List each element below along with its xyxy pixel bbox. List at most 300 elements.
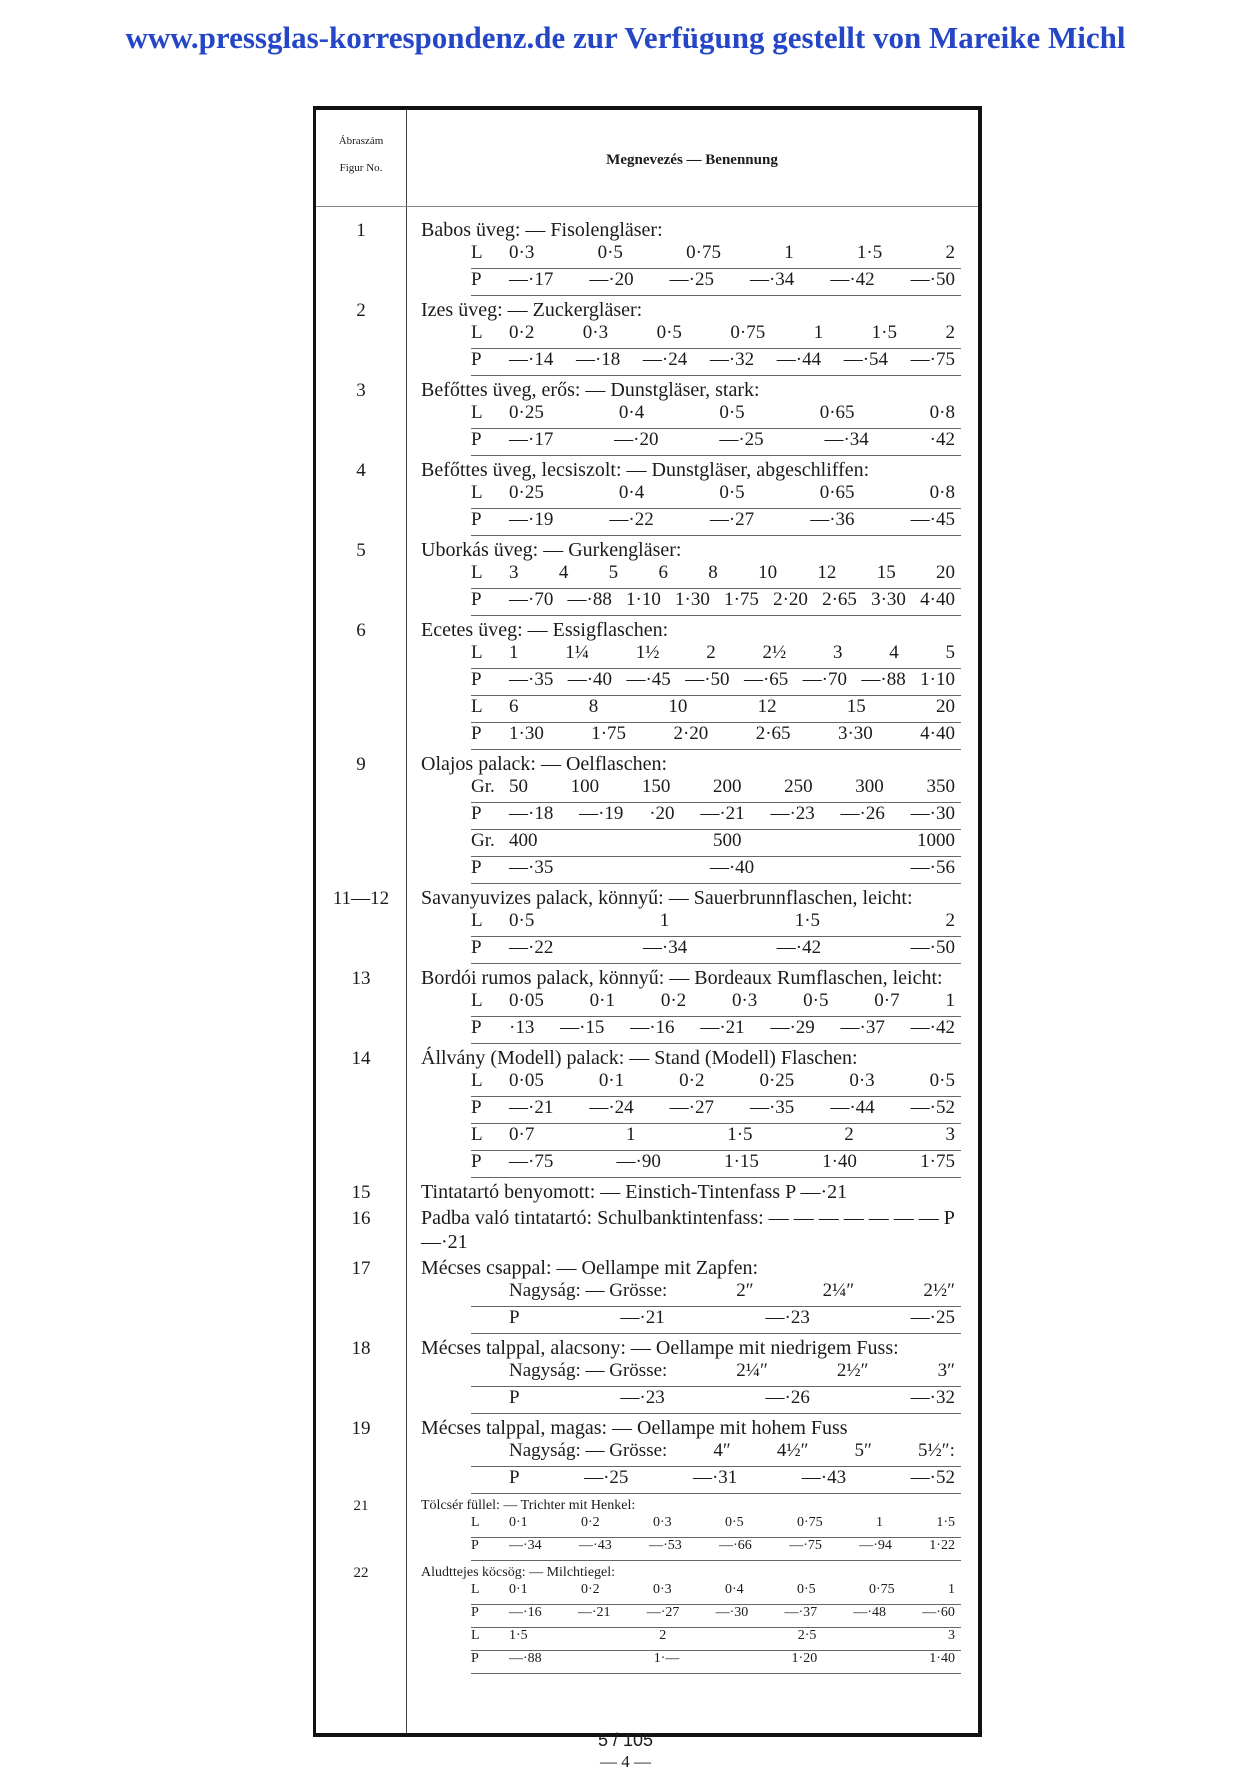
price-row xyxy=(471,803,961,830)
row-value: 0·25 xyxy=(509,482,544,503)
row-value: 2½ xyxy=(762,642,787,663)
catalog-entry xyxy=(316,966,978,1044)
price-row xyxy=(471,830,961,857)
entry-title: Mécses talppal, alacsony: — Oellampe mit niedrigem Fuss: xyxy=(421,1337,899,1359)
row-value: —·52 xyxy=(910,1097,955,1118)
row-value: 1·22 xyxy=(929,1538,955,1553)
row-value: 5½″: xyxy=(918,1440,955,1461)
row-value: 2·65 xyxy=(822,589,857,610)
row-value: —·17 xyxy=(509,269,554,290)
row-value: 1·30 xyxy=(675,589,710,610)
row-label: L xyxy=(471,242,483,263)
row-value: 50 xyxy=(509,776,528,797)
row-value: —·60 xyxy=(922,1605,955,1620)
row-value: 5″ xyxy=(854,1440,872,1461)
row-values xyxy=(509,696,961,718)
row-value: —·42 xyxy=(910,1017,955,1038)
row-value: —·18 xyxy=(509,803,554,824)
row-value: 0·65 xyxy=(819,402,855,423)
row-value: 0·8 xyxy=(929,402,955,423)
row-value: 1·5 xyxy=(727,1124,753,1145)
price-row xyxy=(471,1070,961,1097)
entry-title: Befőttes üveg, lecsiszolt: — Dunstgläser, abgeschliffen: xyxy=(421,459,870,481)
row-label: L xyxy=(471,1628,480,1643)
row-value: ·42 xyxy=(929,429,955,450)
row-label: P xyxy=(471,1097,482,1118)
row-value: 1 xyxy=(813,322,824,343)
row-value: 2 xyxy=(945,242,955,263)
row-label: L xyxy=(471,1124,483,1145)
row-value: 0·3 xyxy=(731,990,758,1011)
figure-number: 6 xyxy=(356,620,366,641)
row-value: —·16 xyxy=(630,1017,675,1038)
entry-title: Aludttejes köcsög: — Milchtiegel: xyxy=(421,1565,616,1580)
row-value: 15 xyxy=(846,696,866,717)
row-values xyxy=(509,1467,961,1489)
row-value: 0·75 xyxy=(686,242,721,263)
row-value: 250 xyxy=(784,776,813,797)
row-value: —·18 xyxy=(575,349,621,370)
row-values xyxy=(509,723,961,745)
row-value: 2 xyxy=(844,1124,854,1145)
row-value: 0·8 xyxy=(929,482,955,503)
row-value: 0·5 xyxy=(803,990,829,1011)
price-row xyxy=(471,696,961,723)
row-value: 20 xyxy=(935,696,955,717)
row-value: 2½″ xyxy=(923,1280,955,1301)
row-value: 4 xyxy=(558,562,569,583)
row-label: L xyxy=(471,322,483,343)
entry-content xyxy=(421,886,961,964)
row-value: —·21 xyxy=(700,1017,745,1038)
row-label: P xyxy=(471,1651,479,1666)
row-value: —·31 xyxy=(692,1467,738,1488)
row-value: 1000 xyxy=(917,830,955,851)
row-value: 0·3 xyxy=(849,1070,875,1091)
row-value: 1·75 xyxy=(920,1151,955,1172)
row-value: 0·65 xyxy=(819,482,855,503)
row-label: P xyxy=(471,589,482,610)
row-value: —·40 xyxy=(709,857,755,878)
row-value: 0·75 xyxy=(797,1515,823,1530)
row-value: 1 xyxy=(659,910,670,931)
row-value: 0·3 xyxy=(582,322,609,343)
figure-number: 4 xyxy=(356,460,366,481)
price-row xyxy=(471,1651,961,1674)
catalog-entry xyxy=(316,378,978,456)
row-label: P xyxy=(471,803,482,824)
name-column-header: Megnevezés — Benennung xyxy=(606,152,778,168)
row-value: 0·5 xyxy=(597,242,623,263)
row-values xyxy=(509,937,961,959)
row-value: 0·1 xyxy=(589,990,615,1011)
row-label: L xyxy=(471,990,483,1011)
row-label: Gr. xyxy=(471,830,495,851)
figure-number: 17 xyxy=(351,1258,371,1279)
row-values xyxy=(509,1605,961,1621)
catalog-entry xyxy=(316,1046,978,1178)
row-value: —·34 xyxy=(749,269,795,290)
row-value: —·88 xyxy=(861,669,906,690)
row-values xyxy=(509,830,961,852)
row-value: —·75 xyxy=(910,349,955,370)
catalog-entry xyxy=(316,1206,978,1254)
row-value: —·88 xyxy=(567,589,612,610)
row-value: 500 xyxy=(713,830,742,851)
row-values xyxy=(509,1307,961,1329)
row-value: —·23 xyxy=(620,1387,665,1408)
row-value: 0·4 xyxy=(618,402,645,423)
row-value: —·19 xyxy=(579,803,624,824)
row-value: —·32 xyxy=(709,349,755,370)
row-value: 3 xyxy=(509,562,519,583)
row-value: —·35 xyxy=(749,1097,795,1118)
row-value: —·25 xyxy=(719,429,764,450)
row-value: —·23 xyxy=(765,1307,810,1328)
price-row xyxy=(471,1307,961,1334)
row-value: —·35 xyxy=(509,857,554,878)
row-value: 3·30 xyxy=(837,723,873,744)
catalog-entry xyxy=(316,298,978,376)
row-value: 20 xyxy=(936,562,955,583)
catalog-entry xyxy=(316,1336,978,1414)
row-value: —·17 xyxy=(509,429,554,450)
row-value: 2½″ xyxy=(836,1360,869,1381)
row-value: —·37 xyxy=(784,1605,818,1620)
entry-content xyxy=(421,1206,961,1254)
row-value: 2¼″ xyxy=(822,1280,855,1301)
entry-content xyxy=(421,1046,961,1178)
row-value: 0·05 xyxy=(509,990,544,1011)
entry-content xyxy=(421,1336,961,1414)
row-value: P xyxy=(509,1387,520,1408)
row-value: —·25 xyxy=(910,1307,955,1328)
row-label: L xyxy=(471,642,483,663)
entry-content xyxy=(421,538,961,616)
price-row xyxy=(471,723,961,750)
row-value: —·29 xyxy=(770,1017,815,1038)
row-values xyxy=(509,1582,961,1598)
row-value: 3·30 xyxy=(871,589,906,610)
row-value: 0·2 xyxy=(581,1582,600,1597)
row-label: P xyxy=(471,269,482,290)
row-values xyxy=(509,1017,961,1039)
row-value: —·94 xyxy=(859,1538,892,1553)
row-value: —·20 xyxy=(614,429,659,450)
catalog-entry xyxy=(316,1563,978,1674)
row-value: 0·5 xyxy=(929,1070,955,1091)
row-value: 0·7 xyxy=(874,990,900,1011)
row-value: 5 xyxy=(945,642,955,663)
row-value: ·20 xyxy=(649,803,675,824)
row-value: Nagyság: — Grösse: xyxy=(509,1280,668,1301)
price-row xyxy=(471,1605,961,1628)
price-row xyxy=(471,1151,961,1178)
entry-title: Állvány (Modell) palack: — Stand (Modell) Flaschen: xyxy=(421,1047,858,1069)
figure-number: 16 xyxy=(351,1208,371,1229)
entry-title: Befőttes üveg, erős: — Dunstgläser, stark: xyxy=(421,379,760,401)
row-value: 1¼ xyxy=(565,642,589,663)
catalog-entry xyxy=(316,752,978,884)
price-row xyxy=(471,562,961,589)
row-label: P xyxy=(471,1017,482,1038)
catalog-entry xyxy=(316,538,978,616)
row-value: 100 xyxy=(570,776,600,797)
row-value: 1·5 xyxy=(794,910,821,931)
row-value: —·22 xyxy=(509,937,554,958)
row-value: —·15 xyxy=(560,1017,605,1038)
row-values xyxy=(509,562,961,584)
row-value: 2 xyxy=(945,322,955,343)
price-row xyxy=(471,269,961,296)
row-value: 150 xyxy=(641,776,671,797)
row-values xyxy=(509,322,961,344)
row-label: P xyxy=(471,937,482,958)
row-value: 0·25 xyxy=(759,1070,795,1091)
row-label: L xyxy=(471,1515,480,1530)
row-value: —·32 xyxy=(910,1387,955,1408)
row-values xyxy=(509,776,961,798)
price-row xyxy=(471,589,961,616)
row-value: —·54 xyxy=(843,349,889,370)
row-value: 0·75 xyxy=(730,322,766,343)
entry-content xyxy=(421,1180,961,1204)
row-value: 0·3 xyxy=(509,242,535,263)
row-label: P xyxy=(471,857,482,878)
row-value: 8 xyxy=(708,562,718,583)
catalog-entry xyxy=(316,1180,978,1204)
entry-content xyxy=(421,1256,961,1334)
row-values xyxy=(509,1387,961,1409)
row-values xyxy=(509,1360,961,1382)
row-value: 5 xyxy=(608,562,619,583)
row-value: 0·3 xyxy=(653,1582,672,1597)
price-row xyxy=(471,1538,961,1561)
row-value: —·48 xyxy=(853,1605,887,1620)
row-value: 1·5 xyxy=(871,322,897,343)
row-value: —·27 xyxy=(646,1605,680,1620)
page-number: — 4 — xyxy=(600,1752,651,1771)
row-label: P xyxy=(471,1538,479,1553)
row-value: 3 xyxy=(947,1628,955,1643)
row-label: P xyxy=(471,429,482,450)
row-value: —·34 xyxy=(642,937,688,958)
figure-label-german: Figur No. xyxy=(339,162,383,174)
row-value: —·88 xyxy=(509,1651,542,1666)
row-value: 1 xyxy=(876,1515,883,1530)
row-value: —·14 xyxy=(509,349,554,370)
entry-content xyxy=(421,218,961,296)
row-value: —·34 xyxy=(824,429,869,450)
row-value: 3″ xyxy=(937,1360,955,1381)
row-value: 1·75 xyxy=(591,723,627,744)
row-value: 0·5 xyxy=(719,402,745,423)
row-values xyxy=(509,269,961,291)
figure-number: 5 xyxy=(356,540,366,561)
row-value: 1½ xyxy=(635,642,660,663)
catalog-page xyxy=(313,106,982,1737)
entry-title: Tölcsér füllel: — Trichter mit Henkel: xyxy=(421,1498,636,1513)
row-value: —·65 xyxy=(743,669,789,690)
figure-column-header xyxy=(316,128,406,182)
price-row xyxy=(471,1582,961,1605)
row-value: 1·— xyxy=(653,1651,680,1666)
row-value: —·24 xyxy=(642,349,688,370)
row-value: 4·40 xyxy=(920,723,955,744)
row-value: 8 xyxy=(588,696,599,717)
row-value: 400 xyxy=(509,830,538,851)
row-values xyxy=(509,242,961,264)
row-value: 1 xyxy=(626,1124,636,1145)
row-value: 1·5 xyxy=(936,1515,955,1530)
entry-content xyxy=(421,752,961,884)
row-value: —·37 xyxy=(840,1017,885,1038)
row-value: 1·75 xyxy=(724,589,759,610)
row-value: 1·5 xyxy=(856,242,883,263)
entry-content xyxy=(421,1416,961,1494)
row-values xyxy=(509,589,961,611)
row-value: —·21 xyxy=(620,1307,665,1328)
entry-title: Mécses talppal, magas: — Oellampe mit hohem Fuss xyxy=(421,1417,848,1439)
price-row xyxy=(471,642,961,669)
row-value: 12 xyxy=(817,562,837,583)
entry-content xyxy=(421,1563,961,1674)
row-value: —·50 xyxy=(685,669,730,690)
row-value: 4 xyxy=(889,642,899,663)
figure-number: 3 xyxy=(356,380,366,401)
row-value: —·24 xyxy=(589,1097,634,1118)
row-value: —·25 xyxy=(584,1467,629,1488)
price-row xyxy=(471,482,961,509)
row-value: 200 xyxy=(712,776,742,797)
row-value: —·75 xyxy=(509,1151,554,1172)
row-value: —·25 xyxy=(669,269,714,290)
row-value: Nagyság: — Grösse: xyxy=(509,1360,668,1381)
price-row xyxy=(471,429,961,456)
row-value: —·45 xyxy=(910,509,955,530)
catalog-entry xyxy=(316,1496,978,1561)
entries-list xyxy=(316,218,978,1676)
entry-title: Bordói rumos palack, könnyű: — Bordeaux Rumflaschen, leicht: xyxy=(421,967,943,989)
row-values xyxy=(509,1440,961,1462)
row-label: Gr. xyxy=(471,776,495,797)
row-value: —·50 xyxy=(910,269,955,290)
figure-number: 11—12 xyxy=(332,888,390,909)
row-label: L xyxy=(471,402,483,423)
row-label: P xyxy=(471,1605,479,1620)
row-value: —·23 xyxy=(770,803,815,824)
figure-label-hungarian: Ábraszám xyxy=(338,135,384,147)
entry-title: Padba való tintatartó: Schulbanktintenfass: — — — — — — — P —·21 xyxy=(421,1207,955,1253)
row-value: —·53 xyxy=(649,1538,682,1553)
row-value: 1·15 xyxy=(724,1151,759,1172)
row-value: —·16 xyxy=(509,1605,542,1620)
row-values xyxy=(509,349,961,371)
row-value: 1 xyxy=(948,1582,955,1597)
row-value: —·30 xyxy=(910,803,955,824)
row-label: P xyxy=(471,1151,482,1172)
row-value: —·43 xyxy=(801,1467,847,1488)
row-value: —·70 xyxy=(509,589,554,610)
row-values xyxy=(509,803,961,825)
row-value: 350 xyxy=(926,776,955,797)
figure-number: 13 xyxy=(351,968,371,989)
row-value: 0·2 xyxy=(509,322,535,343)
row-value: 0·1 xyxy=(509,1582,528,1597)
entry-title: Mécses csappal: — Oellampe mit Zapfen: xyxy=(421,1257,759,1279)
page-counter: 5 / 105 xyxy=(597,1730,654,1750)
row-value: 1·40 xyxy=(929,1651,955,1666)
row-values xyxy=(509,402,961,424)
row-value: 0·5 xyxy=(719,482,745,503)
catalog-entry xyxy=(316,218,978,296)
entry-title: Ecetes üveg: — Essigflaschen: xyxy=(421,619,669,641)
row-value: 0·7 xyxy=(509,1124,535,1145)
row-value: —·90 xyxy=(616,1151,661,1172)
entry-content xyxy=(421,458,961,536)
row-value: —·21 xyxy=(509,1097,554,1118)
entry-title: Olajos palack: — Oelflaschen: xyxy=(421,753,668,775)
price-row xyxy=(471,349,961,376)
row-value: 1·20 xyxy=(791,1651,818,1666)
row-value: 0·5 xyxy=(725,1515,744,1530)
price-row xyxy=(471,402,961,429)
row-values xyxy=(509,509,961,531)
row-value: 2·5 xyxy=(797,1628,817,1643)
catalog-entry xyxy=(316,618,978,750)
header-divider xyxy=(316,206,978,207)
row-value: —·26 xyxy=(840,803,885,824)
row-value: —·44 xyxy=(776,349,822,370)
row-label: P xyxy=(471,349,482,370)
catalog-entry xyxy=(316,1256,978,1334)
price-row xyxy=(471,1124,961,1151)
catalog-entry xyxy=(316,1416,978,1494)
row-value: 2¼″ xyxy=(736,1360,768,1381)
row-values xyxy=(509,642,961,664)
figure-number: 18 xyxy=(351,1338,371,1359)
row-label: P xyxy=(471,723,482,744)
row-value: 2 xyxy=(945,910,955,931)
row-value: 0·1 xyxy=(598,1070,625,1091)
row-value: 0·4 xyxy=(725,1582,744,1597)
row-value: —·19 xyxy=(509,509,554,530)
price-row xyxy=(471,1280,961,1307)
row-value: 1·10 xyxy=(626,589,661,610)
row-value: ·13 xyxy=(509,1017,535,1038)
row-label: L xyxy=(471,696,483,717)
row-value: 2 xyxy=(706,642,716,663)
row-value: 1 xyxy=(784,242,794,263)
row-value: 0·1 xyxy=(509,1515,528,1530)
price-row xyxy=(471,776,961,803)
row-label: L xyxy=(471,1070,483,1091)
entry-content xyxy=(421,966,961,1044)
figure-number: 9 xyxy=(356,754,366,775)
row-value: —·75 xyxy=(789,1538,822,1553)
row-values xyxy=(509,482,961,504)
row-value: 0·05 xyxy=(509,1070,544,1091)
row-value: P xyxy=(509,1467,520,1488)
row-label: L xyxy=(471,562,483,583)
entry-title: Savanyuvizes palack, könnyű: — Sauerbrunnflaschen, leicht: xyxy=(421,887,913,909)
price-row xyxy=(471,937,961,964)
price-row xyxy=(471,1387,961,1414)
row-value: P xyxy=(509,1307,520,1328)
row-value: 1 xyxy=(945,990,955,1011)
price-row xyxy=(471,1515,961,1538)
row-value: 12 xyxy=(757,696,777,717)
